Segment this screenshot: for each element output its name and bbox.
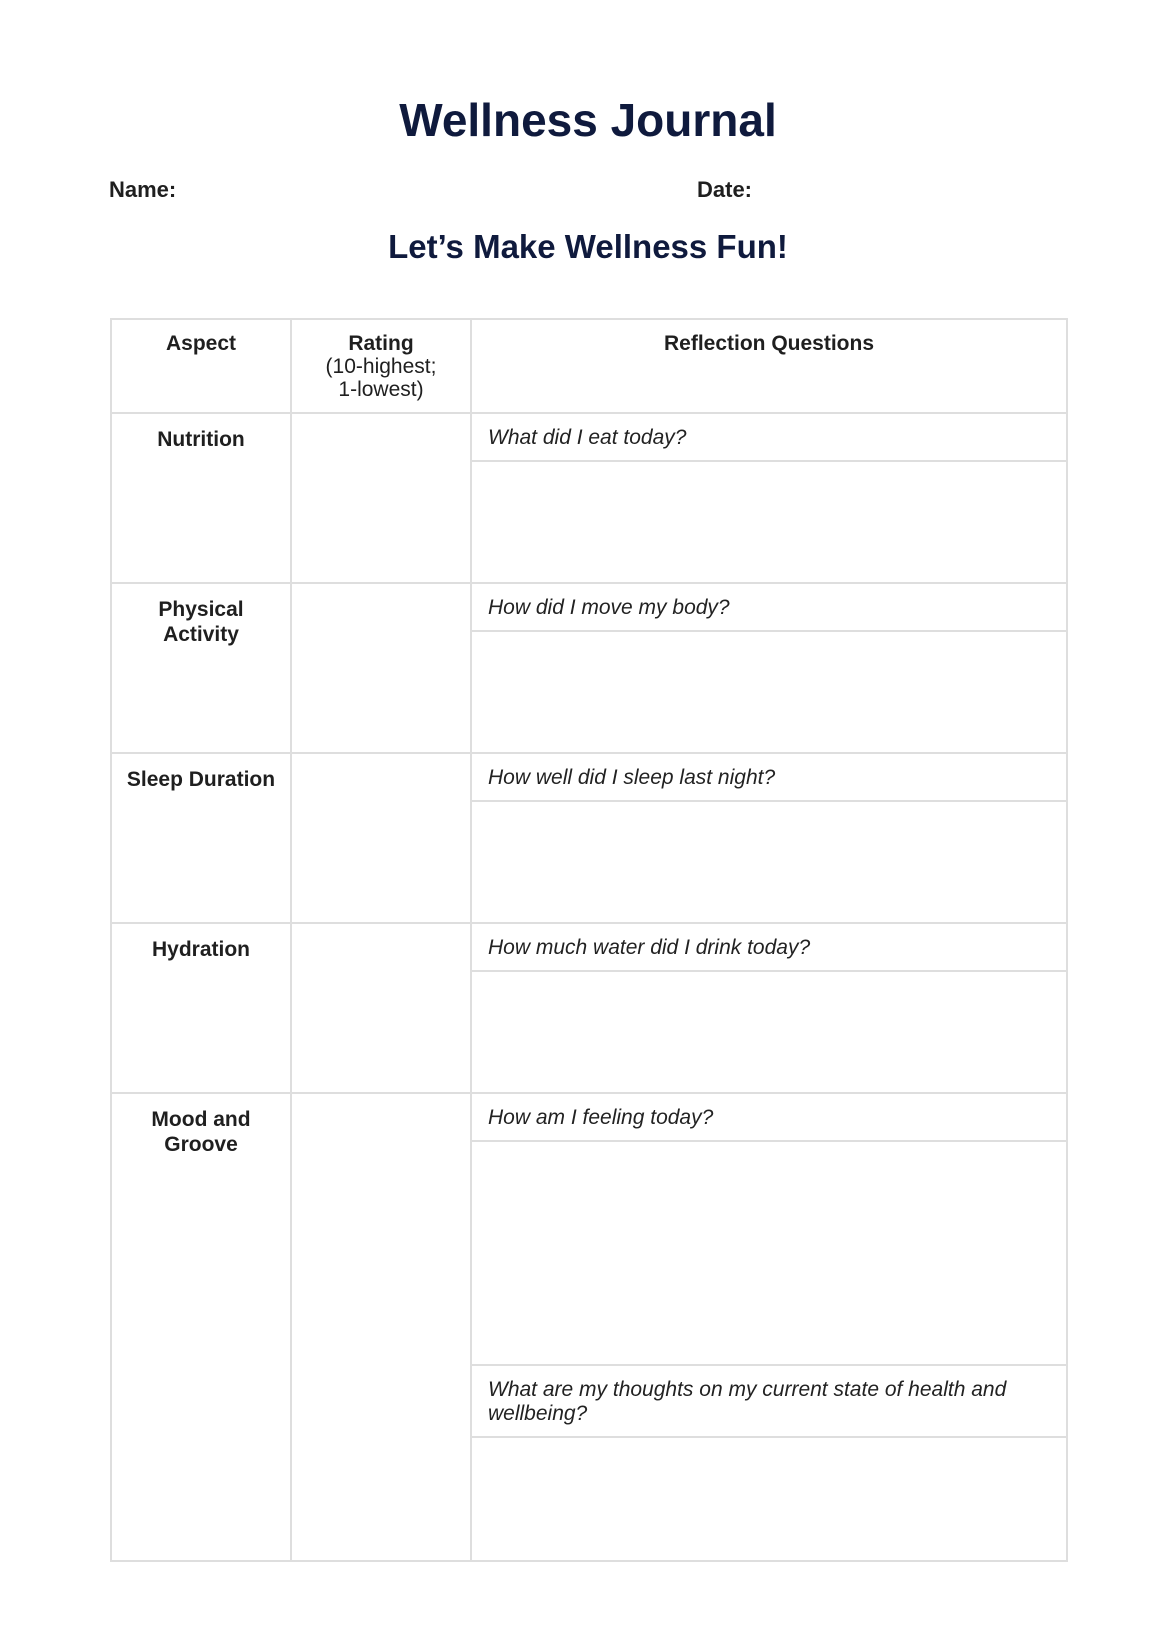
table-header-row bbox=[111, 319, 1067, 413]
question-cell: How am I feeling today? bbox=[471, 1093, 1067, 1141]
aspect-cell: Sleep Duration bbox=[111, 753, 291, 923]
answer-cell[interactable] bbox=[471, 631, 1067, 753]
rating-input-cell[interactable] bbox=[291, 1093, 471, 1561]
rating-input-cell[interactable] bbox=[291, 583, 471, 753]
header-questions: Reflection Questions bbox=[471, 319, 1067, 413]
rating-input-cell[interactable] bbox=[291, 753, 471, 923]
answer-cell[interactable] bbox=[471, 971, 1067, 1093]
answer-cell[interactable] bbox=[471, 801, 1067, 923]
table-row bbox=[111, 753, 1067, 801]
question-cell: How well did I sleep last night? bbox=[471, 753, 1067, 801]
answer-cell[interactable] bbox=[471, 1437, 1067, 1561]
aspect-cell: Nutrition bbox=[111, 413, 291, 583]
table-row bbox=[111, 1093, 1067, 1141]
header-rating-label: Rating bbox=[348, 332, 414, 355]
header-aspect: Aspect bbox=[111, 319, 291, 413]
document-subtitle: Let’s Make Wellness Fun! bbox=[388, 228, 788, 265]
date-label: Date: bbox=[697, 177, 753, 202]
header-rating-scale-1: (10-highest; bbox=[325, 355, 437, 378]
name-label: Name: bbox=[109, 177, 177, 202]
wellness-table bbox=[110, 318, 1068, 1562]
document-title: Wellness Journal bbox=[399, 94, 777, 146]
question-cell: What did I eat today? bbox=[471, 413, 1067, 461]
question-cell: What are my thoughts on my current state of health and wellbeing? bbox=[471, 1365, 1067, 1437]
answer-cell[interactable] bbox=[471, 461, 1067, 583]
rating-input-cell[interactable] bbox=[291, 413, 471, 583]
question-cell: How did I move my body? bbox=[471, 583, 1067, 631]
header-rating-scale-2: 1-lowest) bbox=[338, 378, 424, 401]
aspect-cell: Hydration bbox=[111, 923, 291, 1093]
table-row bbox=[111, 413, 1067, 461]
header-rating bbox=[291, 319, 471, 413]
answer-cell[interactable] bbox=[471, 1141, 1067, 1365]
aspect-cell: Physical Activity bbox=[111, 583, 291, 753]
table-row bbox=[111, 923, 1067, 971]
question-cell: How much water did I drink today? bbox=[471, 923, 1067, 971]
table-row bbox=[111, 583, 1067, 631]
rating-input-cell[interactable] bbox=[291, 923, 471, 1093]
aspect-cell: Mood and Groove bbox=[111, 1093, 291, 1561]
